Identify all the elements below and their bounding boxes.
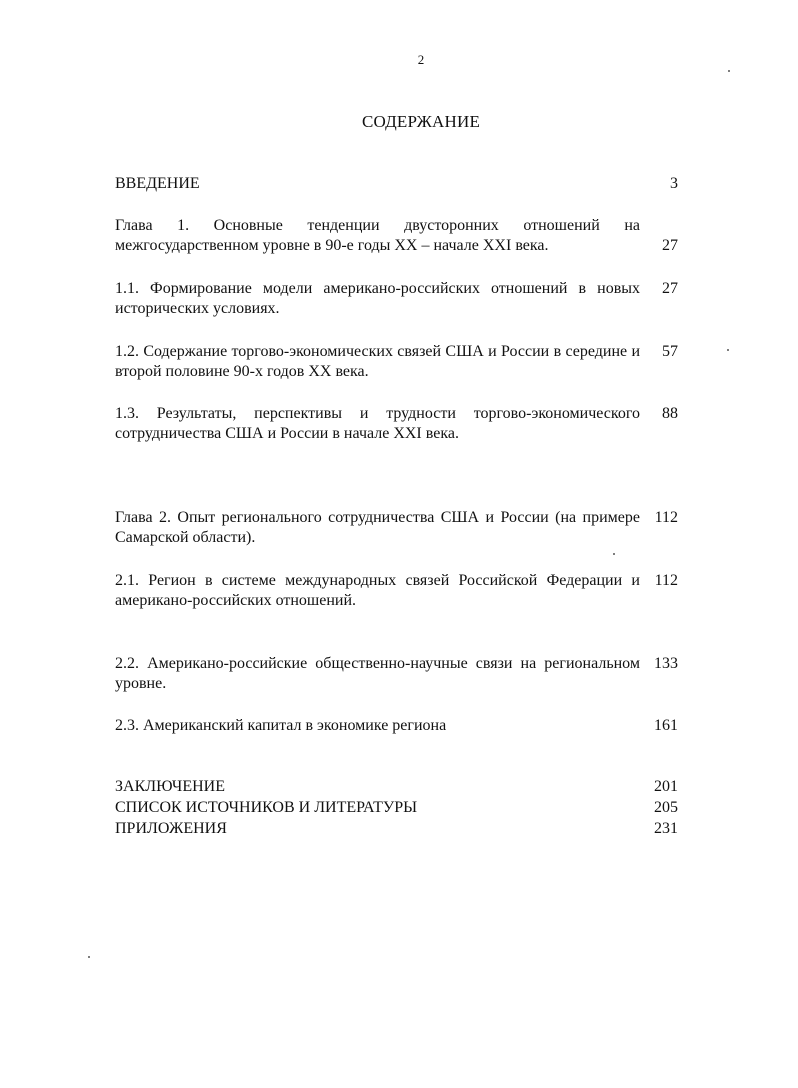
toc-entry-text: 2.3. Американский капитал в экономике региона (115, 717, 447, 734)
toc-entry-section-2-2 (115, 654, 678, 694)
toc-entry-section-1-2 (115, 342, 678, 382)
toc-entry-section-1-3 (115, 404, 678, 444)
toc-entry-text: 1.2. Содержание торгово-экономических связей США и России в середине и второй половине 90-х годов XX века. (115, 343, 640, 380)
toc-entry-page: 112 (654, 572, 678, 589)
toc-entry-page: 88 (662, 405, 678, 422)
toc-entry-page: 112 (654, 509, 678, 526)
toc-entry-page: 201 (654, 778, 678, 795)
scan-speck (88, 956, 90, 958)
toc-entry-text: ВВЕДЕНИЕ (115, 175, 200, 192)
scan-speck (613, 553, 615, 555)
toc-entry-appendices (115, 818, 678, 840)
toc-entry-text: Глава 1. Основные тенденции двусторонних отношений на межгосударственном уровне в 90-е годы XX – начале XXI века. (115, 217, 640, 254)
toc-entry-section-2-3 (115, 716, 678, 736)
toc-entry-text: 2.2. Американо-российские общественно-научные связи на региональном уровне. (115, 655, 640, 692)
toc-entry-chapter-2 (115, 508, 678, 548)
toc-entry-chapter-1 (115, 216, 678, 256)
toc-entry-page: 205 (654, 799, 678, 816)
toc-entry-section-2-1 (115, 571, 678, 611)
toc-entry-text: ПРИЛОЖЕНИЯ (115, 820, 227, 837)
page-number: 2 (417, 52, 425, 67)
toc-entry-page: 133 (654, 655, 678, 672)
toc-entry-text: ЗАКЛЮЧЕНИЕ (115, 778, 225, 795)
toc-entry-page: 3 (670, 175, 678, 192)
toc-entry-text: СПИСОК ИСТОЧНИКОВ И ЛИТЕРАТУРЫ (115, 799, 418, 816)
toc-entry-text: 2.1. Регион в системе международных связей Российской Федерации и американо-российских отношений. (115, 572, 640, 609)
toc-entry-page: 231 (654, 820, 678, 837)
scan-speck (727, 349, 729, 351)
toc-entry-conclusion (115, 776, 678, 798)
toc-entry-page: 27 (662, 237, 678, 254)
toc-entry-page: 161 (654, 717, 678, 734)
toc-entry-text: 1.3. Результаты, перспективы и трудности торгово-экономического сотрудничества США и России в начале XXI века. (115, 405, 640, 442)
toc-entry-section-1-1 (115, 279, 678, 319)
toc-entry-page: 57 (662, 343, 678, 360)
toc-entry-introduction (115, 174, 678, 194)
scan-speck (728, 70, 730, 72)
toc-entry-page: 27 (662, 280, 678, 297)
toc-entry-text: 1.1. Формирование модели американо-российских отношений в новых исторических условиях. (115, 280, 640, 317)
toc-entry-text: Глава 2. Опыт регионального сотрудничества США и России (на примере Самарской области). (115, 509, 640, 546)
toc-entry-sources (115, 797, 678, 819)
page-title: СОДЕРЖАНИЕ (361, 112, 481, 131)
